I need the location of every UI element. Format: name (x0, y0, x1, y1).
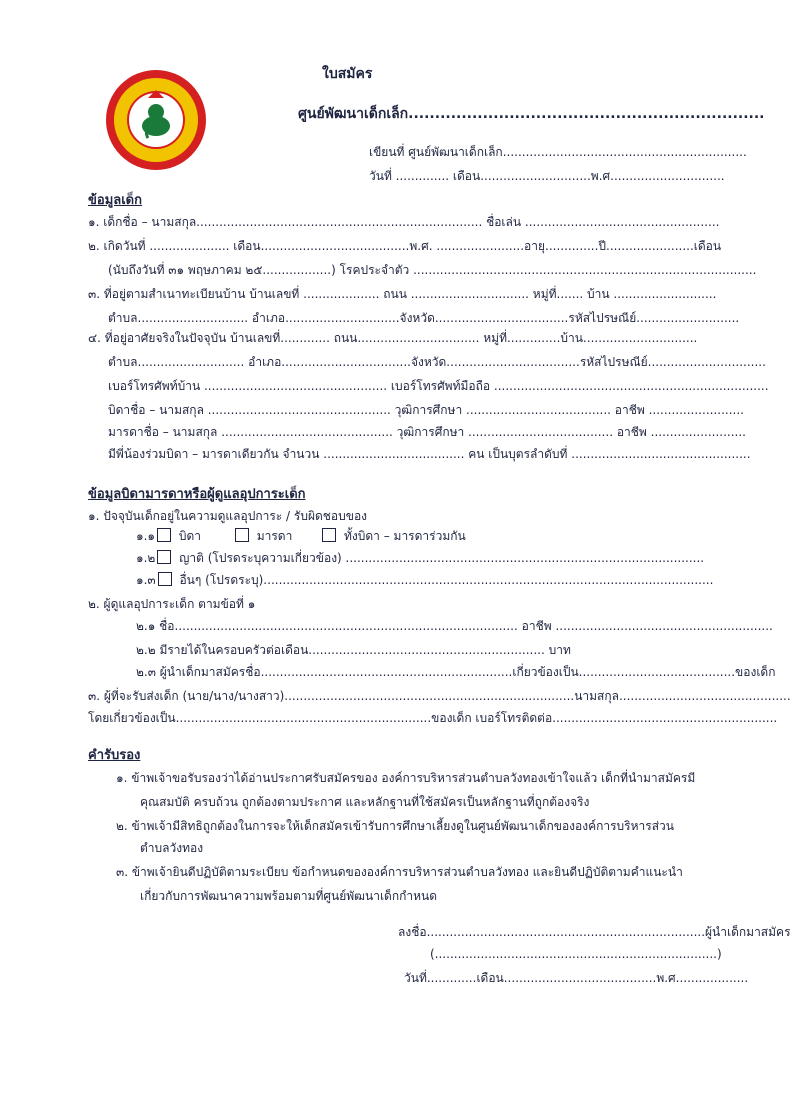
child-info-heading: ข้อมูลเด็ก (88, 193, 142, 208)
registered-address-district-line: ตำบล............................. อำเภอ..............................จังหวัด...................................รหัสไปรษณีย์........................... (108, 311, 740, 325)
pickup-relation-line: โดยเกี่ยวข้องเป็น...................................................................ของเด็ก เบอร์โทรติดต่อ........................................................... (88, 711, 778, 725)
family-income-line: ๒.๒ มีรายได้ในครอบครัวต่อเดือน.............................................................. บาท (136, 643, 571, 657)
current-address-line: ๔. ที่อยู่อาศัยจริงในปัจจุบัน บ้านเลขที่............. ถนน................................ หมู่ที่..............บ้าน.............................. (88, 331, 698, 345)
written-at-line: เขียนที่ ศูนย์พัฒนาเด็กเล็ก................................................................ (369, 145, 747, 159)
option-1-2-number: ๑.๒ (136, 551, 156, 565)
guardian-name-line: ๒.๑ ชื่อ.......................................................................................... อาชีพ ......................................................... (136, 619, 773, 633)
organization-seal-logo (104, 68, 208, 172)
signature-date-line: วันที่.............เดือน........................................พ.ศ................... (404, 971, 749, 985)
option-other-label: อื่นๆ (โปรดระบุ)...................................................................................................................... (179, 573, 714, 587)
pickup-person-line: ๓. ผู้ที่จะรับส่งเด็ก (นาย/นาง/นางสาว)............................................................................นามสกุล............................................. (88, 689, 791, 703)
guardian-q2: ๒. ผู้ดูแลอุปการะเด็ก ตามข้อที่ ๑ (88, 597, 256, 611)
applicant-line: ๒.๓ ผู้นำเด็กมาสมัครชื่อ..................................................................เกี่ยวข้องเป็น.........................................ของเด็ก (136, 665, 776, 679)
certification-item-2-cont: ตำบลวังทอง (140, 841, 204, 855)
child-name-line: ๑. เด็กชื่อ – นามสกุล........................................................................... ชื่อเล่น ................................................... (88, 215, 720, 229)
certification-item-1: ๑. ข้าพเจ้าขอรับรองว่าได้อ่านประกาศรับสมัครของ องค์การบริหารส่วนตำบลวังทองเข้าใจแล้ว เด็กที่นำมาสมัครมี (116, 771, 696, 785)
certification-heading: คำรับรอง (88, 748, 141, 763)
option-1-3 (136, 572, 713, 588)
mother-line: มารดาชื่อ – นามสกุล ............................................. วุฒิการศึกษา ...................................... อาชีพ ......................... (108, 425, 746, 439)
signature-line: ลงชื่อ.........................................................................ผู้นำเด็กมาสมัคร (398, 925, 791, 939)
other-checkbox[interactable] (158, 572, 172, 586)
certification-item-2: ๒. ข้าพเจ้ามีสิทธิถูกต้องในการจะให้เด็กสมัครเข้ารับการศึกษาเลี้ยงดูในศูนย์พัฒนาเด็กขององค์การบริหารส่วน (116, 819, 674, 833)
option-both-label: ทั้งบิดา – มารดาร่วมกัน (343, 529, 466, 543)
date-line: วันที่ .............. เดือน.............................พ.ศ.............................. (369, 169, 725, 183)
siblings-line: มีพี่น้องร่วมบิดา – มารดาเดียวกัน จำนวน ..................................... คน เป็นบุตรลำดับที่ ............................................... (108, 447, 751, 461)
center-name-line: ศูนย์พัฒนาเด็กเล็ก................................................................... (298, 106, 765, 122)
certification-item-3: ๓. ข้าพเจ้ายินดีปฏิบัติตามระเบียบ ข้อกำหนดขององค์การบริหารส่วนตำบลวังทอง และยินดีปฏิบัติตามคำแนะนำ (116, 865, 683, 879)
option-1-1 (136, 528, 466, 544)
child-birth-line: ๒. เกิดวันที่ ..................... เดือน.......................................พ.ศ. .......................อายุ..............ปี.......................เดือน (88, 239, 722, 253)
registered-address-line: ๓. ที่อยู่ตามสำเนาทะเบียนบ้าน บ้านเลขที่ .................... ถนน ............................... หมู่ที่....... บ้าน ........................... (88, 287, 717, 301)
father-line: บิดาชื่อ – นามสกุล ................................................ วุฒิการศึกษา ...................................... อาชีพ ......................... (108, 403, 744, 417)
certification-item-3-cont: เกี่ยวกับการพัฒนาความพร้อมตามที่ศูนย์พัฒนาเด็กกำหนด (140, 889, 438, 903)
guardian-q1: ๑. ปัจจุบันเด็กอยู่ในความดูแลอุปการะ / รับผิดชอบของ (88, 509, 368, 523)
child-age-disease-line: (นับถึงวันที่ ๓๑ พฤษภาคม ๒๕..................) โรคประจำตัว .......................................................................................... (108, 263, 757, 277)
current-address-district-line: ตำบล............................ อำเภอ..................................จังหวัด...................................รหัสไปรษณีย์............................... (108, 355, 766, 369)
guardian-info-heading: ข้อมูลบิดามารดาหรือผู้ดูแลอุปการะเด็ก (88, 487, 306, 502)
phone-line: เบอร์โทรศัพท์บ้าน ................................................ เบอร์โทรศัพท์มือถือ ........................................................................ (108, 379, 769, 393)
option-mother-label: มารดา (256, 529, 293, 543)
option-1-1-number: ๑.๑ (136, 529, 156, 543)
both-parents-checkbox[interactable] (322, 528, 336, 542)
father-checkbox[interactable] (157, 528, 171, 542)
certification-item-1-cont: คุณสมบัติ ครบถ้วน ถูกต้องตามประกาศ และหลักฐานที่ใช้สมัครเป็นหลักฐานที่ถูกต้องจริง (140, 795, 590, 809)
form-title: ใบสมัคร (322, 66, 373, 82)
signature-name-line: (..........................................................................) (430, 947, 722, 961)
relative-checkbox[interactable] (157, 550, 171, 564)
option-father-label: บิดา (178, 529, 202, 543)
option-relative-label: ญาติ (โปรดระบุความเกี่ยวข้อง) .............................................................................................. (179, 551, 705, 565)
mother-checkbox[interactable] (235, 528, 249, 542)
option-1-3-number: ๑.๓ (136, 573, 156, 587)
option-1-2 (136, 550, 704, 566)
